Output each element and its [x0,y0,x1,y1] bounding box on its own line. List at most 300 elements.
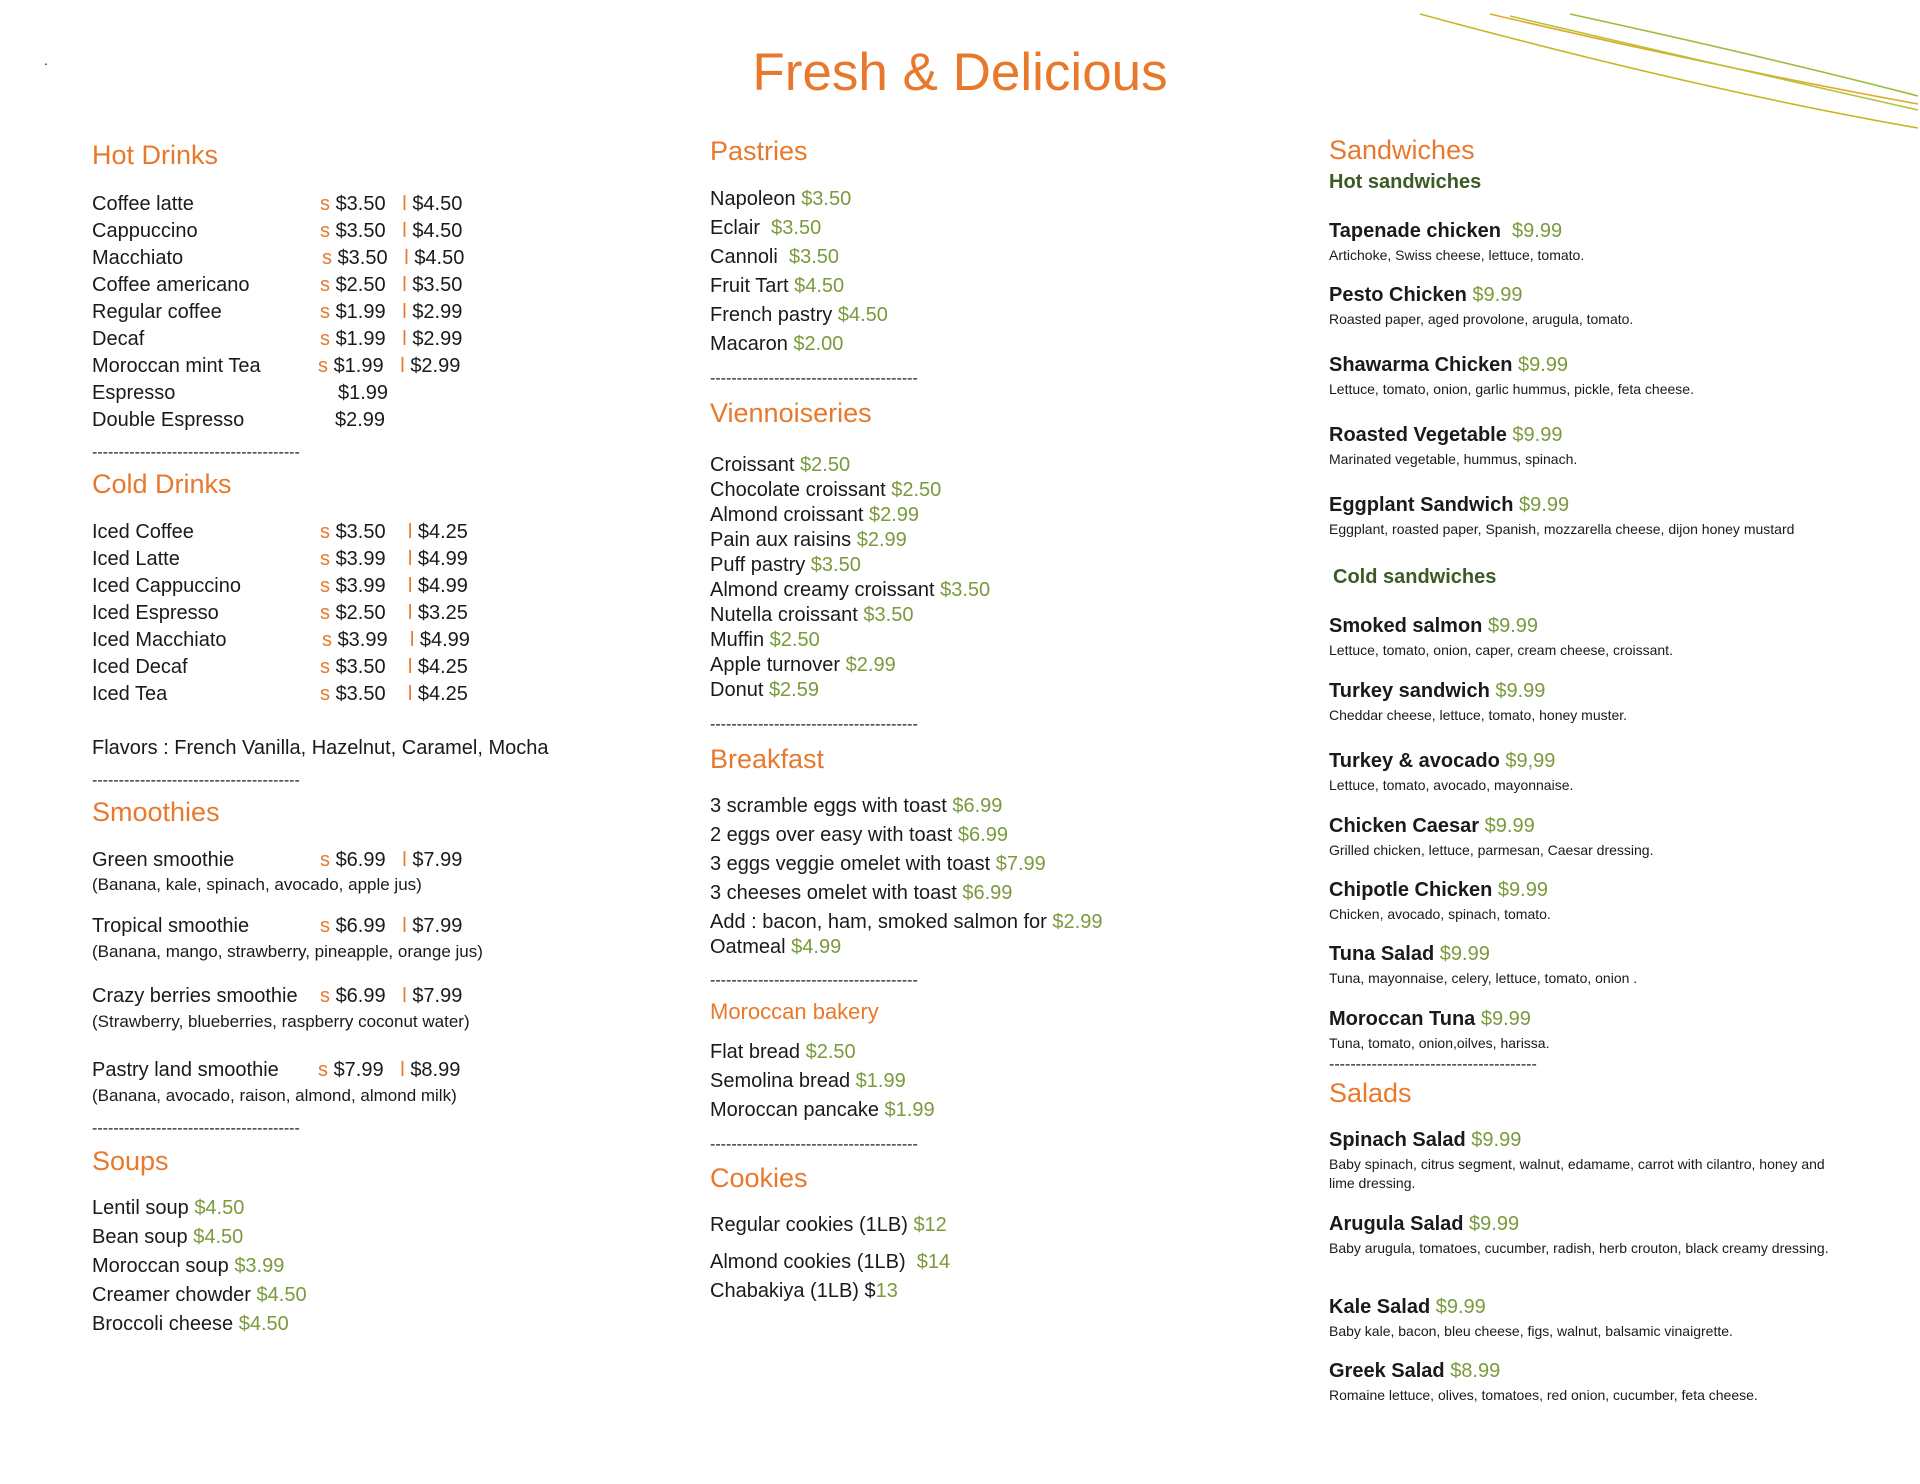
item-price: $3.50 [771,217,822,239]
large-price: $7.99 [412,915,463,937]
small-price: $2.50 [335,602,386,624]
size-large-label: l [400,1059,405,1081]
item-name: Napoleon [710,188,796,210]
item-price: 13 [875,1280,898,1302]
small-price: $3.50 [335,193,386,215]
size-large-label: l [409,629,415,651]
item-name: Decaf [92,328,145,350]
item-name: Broccoli cheese [92,1313,234,1335]
price-pair [320,521,468,544]
section-title-hot-drinks: Hot Drinks [92,140,219,170]
small-price: $6.99 [335,849,386,871]
list-item [1329,494,1569,517]
list-item [92,1313,289,1336]
small-price: $1.99 [335,301,386,323]
list-item [92,382,175,405]
size-small-label: s [320,220,330,242]
item-description: Marinated vegetable, hummus, spinach. [1329,451,1578,467]
section-title-breakfast: Breakfast [710,744,825,774]
item-description: Chicken, avocado, spinach, tomato. [1329,906,1551,922]
item-price: $9.99 [1519,494,1570,516]
item-name: Chocolate croissant [710,479,886,501]
list-item [1329,750,1555,773]
item-description: (Banana, avocado, raison, almond, almond milk) [92,1086,457,1105]
item-name: Coffee latte [92,193,194,215]
item-price: $3.50 [810,554,861,576]
large-price: $7.99 [412,985,463,1007]
list-item [1329,615,1538,638]
item-price: $9.99 [1472,284,1523,306]
size-small-label: s [320,521,330,543]
large-price: $4.99 [417,548,468,570]
price-pair [320,849,462,872]
price-pair [320,301,462,324]
size-small-label: s [320,575,330,597]
list-item [710,882,1012,905]
price-pair [318,1059,460,1082]
list-item [92,409,244,432]
size-small-label: s [322,629,332,651]
size-small-label: s [320,301,330,323]
large-price: $2.99 [410,355,461,377]
item-price: $3.50 [940,579,991,601]
item-name: Smoked salmon [1329,615,1483,637]
large-price: $4.50 [414,247,465,269]
list-item [710,679,819,702]
large-price: $4.25 [417,683,468,705]
size-large-label: l [402,915,407,937]
item-name: Turkey & avocado [1329,750,1500,772]
section-title-viennoiseries: Viennoiseries [710,398,872,428]
item-name: Pesto Chicken [1329,284,1467,306]
item-name: Espresso [92,382,176,404]
item-name: Flat bread [710,1041,801,1063]
item-price: $2.50 [769,629,820,651]
item-price: $4.50 [193,1226,244,1248]
item-price: $9.99 [1469,1213,1520,1235]
item-name: Regular coffee [92,301,222,323]
list-item [710,824,1008,847]
price-pair [320,328,462,351]
list-item [710,795,1002,818]
size-large-label: l [400,355,405,377]
item-description: Tuna, mayonnaise, celery, lettuce, tomato, onion . [1329,970,1638,986]
item-price: $8.99 [1450,1360,1501,1382]
item-price: $9.99 [1512,424,1563,446]
list-item [92,274,250,297]
item-name: Oatmeal [710,936,786,958]
section-title-cold-drinks: Cold Drinks [92,469,232,499]
small-price: $3.50 [335,683,386,705]
size-large-label: l [402,849,407,871]
list-item [710,604,913,627]
item-description: Baby arugula, tomatoes, cucumber, radish, herb crouton, black creamy dressing. [1329,1240,1829,1256]
list-item [92,915,249,938]
item-price: $4.50 [837,304,888,326]
item-name: Semolina bread [710,1070,851,1092]
item-price: $4.50 [238,1313,289,1335]
list-item [92,548,180,571]
price-pair [322,247,464,270]
item-price: $2.99 [868,504,920,526]
item-name: Macaron [710,333,788,355]
item-name: Regular cookies (1LB) [710,1214,908,1236]
list-item [710,1041,856,1064]
size-large-label: l [402,193,407,215]
item-name: Iced Espresso [92,602,219,624]
separator: --------------------------------------- [710,716,918,733]
section-title-smoothies: Smoothies [92,797,220,827]
large-price: $3.50 [412,274,463,296]
price-pair [320,274,462,297]
item-name: Add : bacon, ham, smoked salmon for [710,911,1047,933]
small-price: $3.99 [335,575,386,597]
size-large-label: l [404,247,409,269]
list-item [92,220,198,243]
separator: --------------------------------------- [1329,1056,1537,1073]
item-name: Iced Tea [92,683,168,705]
list-item [92,1226,243,1249]
item-price: $9.99 [1512,220,1563,242]
list-item [710,504,919,527]
size-small-label: s [320,915,330,937]
size-small-label: s [320,985,330,1007]
price-pair [320,193,462,216]
item-name: Moroccan pancake [710,1099,879,1121]
item-price: $9.99 [1480,1008,1531,1030]
item-name: Coffee americano [92,274,250,296]
item-name: Fruit Tart [710,275,789,297]
list-item [1329,815,1535,838]
list-item [710,188,851,211]
item-price: $6.99 [952,795,1003,817]
size-small-label: s [320,274,330,296]
item-price: $2.99 [856,529,907,551]
list-item [710,304,888,327]
separator: --------------------------------------- [710,370,918,387]
list-item [1329,424,1562,447]
size-large-label: l [402,220,407,242]
item-price: $2.99 [845,654,896,676]
list-item [710,217,821,240]
item-price: $1.99 [855,1070,906,1092]
item-name: Muffin [710,629,765,651]
item-name: Spinach Salad [1329,1129,1466,1151]
list-item [710,479,941,502]
list-item [710,333,843,356]
item-description: Baby spinach, citrus segment, walnut, edamame, carrot with cilantro, honey and lime dressing. [1329,1156,1825,1191]
price-pair [322,629,470,652]
section-title-cookies: Cookies [710,1163,808,1193]
list-item [92,656,188,679]
item-name: 2 eggs over easy with toast [710,824,953,846]
large-price: $2.99 [412,301,463,323]
list-item [1329,1008,1531,1031]
small-price: $3.50 [335,656,386,678]
size-large-label: l [407,548,413,570]
single-price: $1.99 [338,382,389,404]
item-name: Green smoothie [92,849,235,871]
size-large-label: l [402,274,407,296]
item-description: Lettuce, tomato, onion, caper, cream cheese, croissant. [1329,642,1673,658]
list-item [92,355,261,378]
size-small-label: s [318,1059,328,1081]
item-price: $4.50 [794,275,845,297]
item-price: $3.99 [234,1255,285,1277]
large-price: $4.50 [412,193,463,215]
item-price: $3.50 [801,188,852,210]
price-pair [320,575,468,598]
item-name: Iced Cappuccino [92,575,241,597]
section-title-sandwiches: Sandwiches [1329,135,1475,165]
item-name: Tropical smoothie [92,915,250,937]
list-item [710,275,844,298]
size-small-label: s [320,656,330,678]
item-name: Arugula Salad [1329,1213,1464,1235]
item-name: Turkey sandwich [1329,680,1490,702]
item-name: Eclair [710,217,761,239]
price-pair [320,602,468,625]
large-price: $4.99 [417,575,468,597]
list-item [710,1251,950,1274]
small-price: $7.99 [333,1059,384,1081]
small-price: $6.99 [335,915,386,937]
list-item [710,529,907,552]
item-name: Moroccan Tuna [1329,1008,1476,1030]
item-price: $9.99 [1435,1296,1486,1318]
small-price: $1.99 [335,328,386,350]
item-description: (Banana, kale, spinach, avocado, apple jus) [92,875,422,894]
list-item [710,654,896,677]
item-name: Moroccan mint Tea [92,355,261,377]
subsection-title-cold-sandwiches: Cold sandwiches [1333,566,1497,588]
item-name: Iced Coffee [92,521,194,543]
item-name: Iced Latte [92,548,180,570]
item-description: Lettuce, tomato, onion, garlic hummus, pickle, feta cheese. [1329,381,1694,397]
item-description: Lettuce, tomato, avocado, mayonnaise. [1329,777,1574,793]
price-pair [320,683,468,706]
small-price: $6.99 [335,985,386,1007]
menu-title: Fresh & Delicious [752,43,1168,102]
item-name: Creamer chowder [92,1284,251,1306]
item-name: Kale Salad [1329,1296,1431,1318]
item-description: Eggplant, roasted paper, Spanish, mozzarella cheese, dijon honey mustard [1329,521,1795,537]
price-pair [320,985,462,1008]
item-name: 3 cheeses omelet with toast [710,882,957,904]
list-item [92,193,194,216]
section-title-soups: Soups [92,1146,169,1176]
price-pair [320,915,462,938]
list-item [1329,943,1490,966]
size-large-label: l [402,328,407,350]
item-price: $3.50 [788,246,840,268]
large-price: $4.25 [417,656,468,678]
item-description: Roasted paper, aged provolone, arugula, tomato. [1329,311,1634,327]
item-price: $9.99 [1487,615,1539,637]
small-price: $3.99 [335,548,386,570]
item-name: Greek Salad [1329,1360,1445,1382]
small-price: $3.50 [337,247,388,269]
separator: --------------------------------------- [710,1136,918,1153]
list-item [710,936,841,959]
list-item [92,1255,284,1278]
large-price: $4.99 [419,629,470,651]
size-large-label: l [407,683,413,705]
list-item [1329,220,1562,243]
item-price: $9.99 [1497,879,1548,901]
size-large-label: l [407,521,413,543]
size-small-label: s [320,193,330,215]
item-price: $9.99 [1495,680,1546,702]
list-item [1329,1360,1500,1383]
single-price: $2.99 [335,409,386,431]
flavors-note: Flavors : French Vanilla, Hazelnut, Caramel, Mocha [92,737,549,759]
item-name: Croissant [710,454,795,476]
price-pair [320,656,468,679]
large-price: $3.25 [417,602,468,624]
item-price: $2.50 [805,1041,856,1063]
separator: --------------------------------------- [92,772,300,789]
item-price: $2.50 [800,454,851,476]
list-item [92,985,298,1008]
size-small-label: s [318,355,328,377]
list-item [710,1214,947,1237]
list-item [1329,1296,1486,1319]
price-pair [320,220,462,243]
list-item [1329,1129,1521,1152]
item-name: Pain aux raisins [710,529,852,551]
item-price: $14 [916,1251,951,1273]
item-price: $6.99 [957,824,1008,846]
size-small-label: s [320,328,330,350]
item-name: Chipotle Chicken [1329,879,1493,901]
small-price: $3.50 [335,521,386,543]
item-name: Shawarma Chicken [1329,354,1513,376]
small-price: $3.50 [335,220,386,242]
item-price: $9.99 [1517,354,1569,376]
list-item [710,246,839,269]
item-description: Romaine lettuce, olives, tomatoes, red onion, cucumber, feta cheese. [1329,1387,1758,1403]
list-item [92,1284,307,1307]
item-description: Baby kale, bacon, bleu cheese, figs, walnut, balsamic vinaigrette. [1329,1323,1733,1339]
list-item [1329,680,1545,703]
section-title-moroccan-bakery: Moroccan bakery [710,999,879,1024]
item-price: $9.99 [1484,815,1535,837]
list-item [710,579,990,602]
item-name: Iced Decaf [92,656,188,678]
size-large-label: l [407,602,413,624]
large-price: $8.99 [410,1059,461,1081]
item-name: Cannoli [710,246,778,268]
size-large-label: l [407,656,413,678]
list-item [710,853,1046,876]
item-name: Puff pastry [710,554,806,576]
size-small-label: s [320,602,330,624]
item-price: $12 [913,1214,947,1236]
item-name: Donut [710,679,764,701]
list-item [92,849,234,872]
separator: --------------------------------------- [710,972,918,989]
item-price: $7.99 [995,853,1046,875]
item-description: Artichoke, Swiss cheese, lettuce, tomato. [1329,247,1585,263]
item-price: $4.50 [256,1284,307,1306]
item-name: Cappuccino [92,220,198,242]
item-name: Almond creamy croissant [710,579,935,601]
list-item [710,1099,935,1122]
list-item [92,575,241,598]
small-price: $2.50 [335,274,386,296]
item-name: Lentil soup [92,1197,189,1219]
size-small-label: s [320,548,330,570]
item-name: Apple turnover [710,654,841,676]
item-name: Tapenade chicken [1329,220,1501,242]
item-price: $2.99 [1052,911,1103,933]
item-price: $1.99 [884,1099,935,1121]
list-item [92,602,219,625]
item-name: Pastry land smoothie [92,1059,279,1081]
large-price: $2.99 [412,328,463,350]
list-item [92,301,222,324]
list-item [710,454,850,477]
section-title-pastries: Pastries [710,136,808,166]
list-item [92,683,167,706]
item-name: Bean soup [92,1226,188,1248]
large-price: $4.50 [412,220,463,242]
price-pair [318,355,460,378]
item-name: Chicken Caesar [1329,815,1480,837]
item-name: Tuna Salad [1329,943,1435,965]
subsection-title-hot-sandwiches: Hot sandwiches [1329,171,1482,193]
size-small-label: s [320,849,330,871]
item-name: French pastry [710,304,833,326]
list-item [92,328,144,351]
size-large-label: l [402,985,407,1007]
item-price: $2.50 [891,479,942,501]
size-small-label: s [322,247,332,269]
item-name: 3 scramble eggs with toast [710,795,947,817]
item-description: (Strawberry, blueberries, raspberry coconut water) [92,1012,470,1031]
list-item [92,521,194,544]
item-name: Crazy berries smoothie [92,985,298,1007]
list-item [710,629,820,652]
stray-dot: . [44,52,48,68]
list-item [710,1280,898,1303]
item-name: Almond croissant [710,504,864,526]
separator: --------------------------------------- [92,444,300,461]
item-price: $9.99 [1439,943,1490,965]
list-item [1329,879,1548,902]
list-item [1329,284,1522,307]
item-price: $3.50 [863,604,914,626]
size-small-label: s [320,683,330,705]
item-name: 3 eggs veggie omelet with toast [710,853,991,875]
item-name: Double Espresso [92,409,245,431]
item-price: $9,99 [1505,750,1556,772]
item-price: $6.99 [962,882,1013,904]
small-price: $1.99 [333,355,384,377]
list-item [92,1197,244,1220]
item-name: Iced Macchiato [92,629,227,651]
item-name: Chabakiya (1LB) $ [710,1280,876,1302]
size-large-label: l [402,301,407,323]
item-name: Eggplant Sandwich [1329,494,1514,516]
small-price: $3.99 [337,629,388,651]
large-price: $4.25 [417,521,468,543]
large-price: $7.99 [412,849,463,871]
list-item [92,629,227,652]
list-item [92,1059,279,1082]
list-item [92,247,183,270]
